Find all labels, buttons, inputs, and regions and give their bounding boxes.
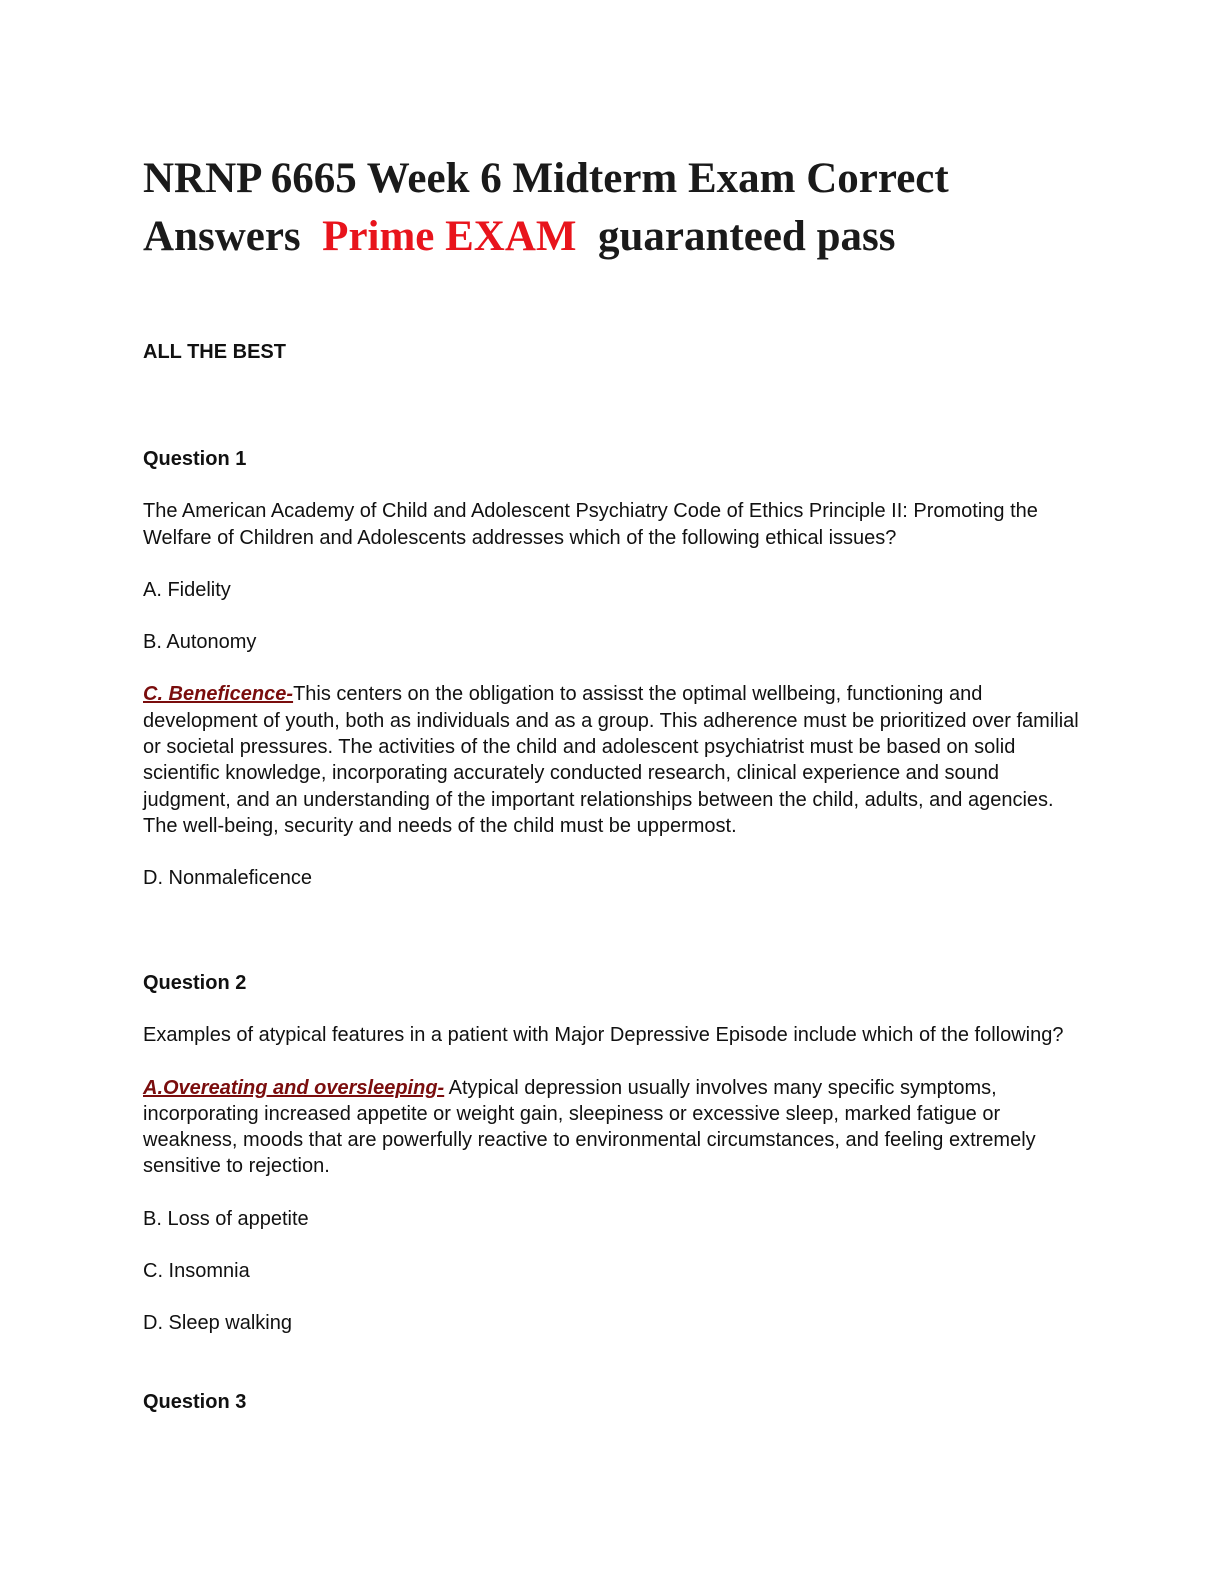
question-block-1 (143, 446, 1083, 918)
option-d: D. Sleep walking (143, 1312, 292, 1335)
option-a-correct (143, 1075, 1083, 1180)
title-highlight: Prime EXAM (322, 213, 577, 260)
option-c-correct (143, 681, 1083, 839)
option-c: C. Insomnia (143, 1260, 250, 1283)
question-block-2 (143, 970, 1083, 1363)
page-title (143, 150, 1083, 266)
question-heading: Question 1 (143, 448, 247, 470)
option-b: B. Autonomy (143, 631, 257, 654)
subtitle: ALL THE BEST (143, 341, 286, 363)
title-part1: NRNP 6665 Week 6 Midterm Exam Correct Answers (143, 155, 949, 260)
question-heading: Question 2 (143, 972, 247, 994)
correct-answer-label: A.Overeating and oversleeping- (143, 1076, 445, 1099)
question-block-3 (143, 1389, 1083, 1441)
question-text: Examples of atypical features in a patient with Major Depressive Episode include which of the following? (143, 1024, 1064, 1047)
question-heading: Question 3 (143, 1391, 247, 1413)
document-page (143, 150, 1083, 1413)
correct-answer-label: C. Beneficence- (143, 683, 294, 706)
answer-explanation: This centers on the obligation to assisst the optimal wellbeing, functioning and development of youth, both as individuals and as a group. This adherence must be prioritized over familial or societal pressures. The activities of the child and adolescent psychiatrist must be based on solid scientific knowledge, incorporating accurately conducted research, clinical experience and sound judgment, and an understanding of the important relationships between the child, adults, and agencies. The well-being, security and needs of the child must be uppermost. (143, 683, 1079, 837)
title-part2: guaranteed pass (598, 213, 896, 260)
question-text: The American Academy of Child and Adolescent Psychiatry Code of Ethics Principle II: Promoting the Welfare of Children and Adolescents addresses which of the following ethical issues? (143, 500, 1038, 549)
answer-explanation: Atypical depression usually involves many specific symptoms, incorporating increased appetite or weight gain, sleepiness or excessive sleep, marked fatigue or weakness, moods that are powerfully reactive to environmental circumstances, and feeling extremely sensitive to rejection. (143, 1076, 1036, 1178)
option-d: D. Nonmaleficence (143, 867, 312, 890)
option-a: A. Fidelity (143, 578, 231, 601)
option-b: B. Loss of appetite (143, 1207, 309, 1230)
